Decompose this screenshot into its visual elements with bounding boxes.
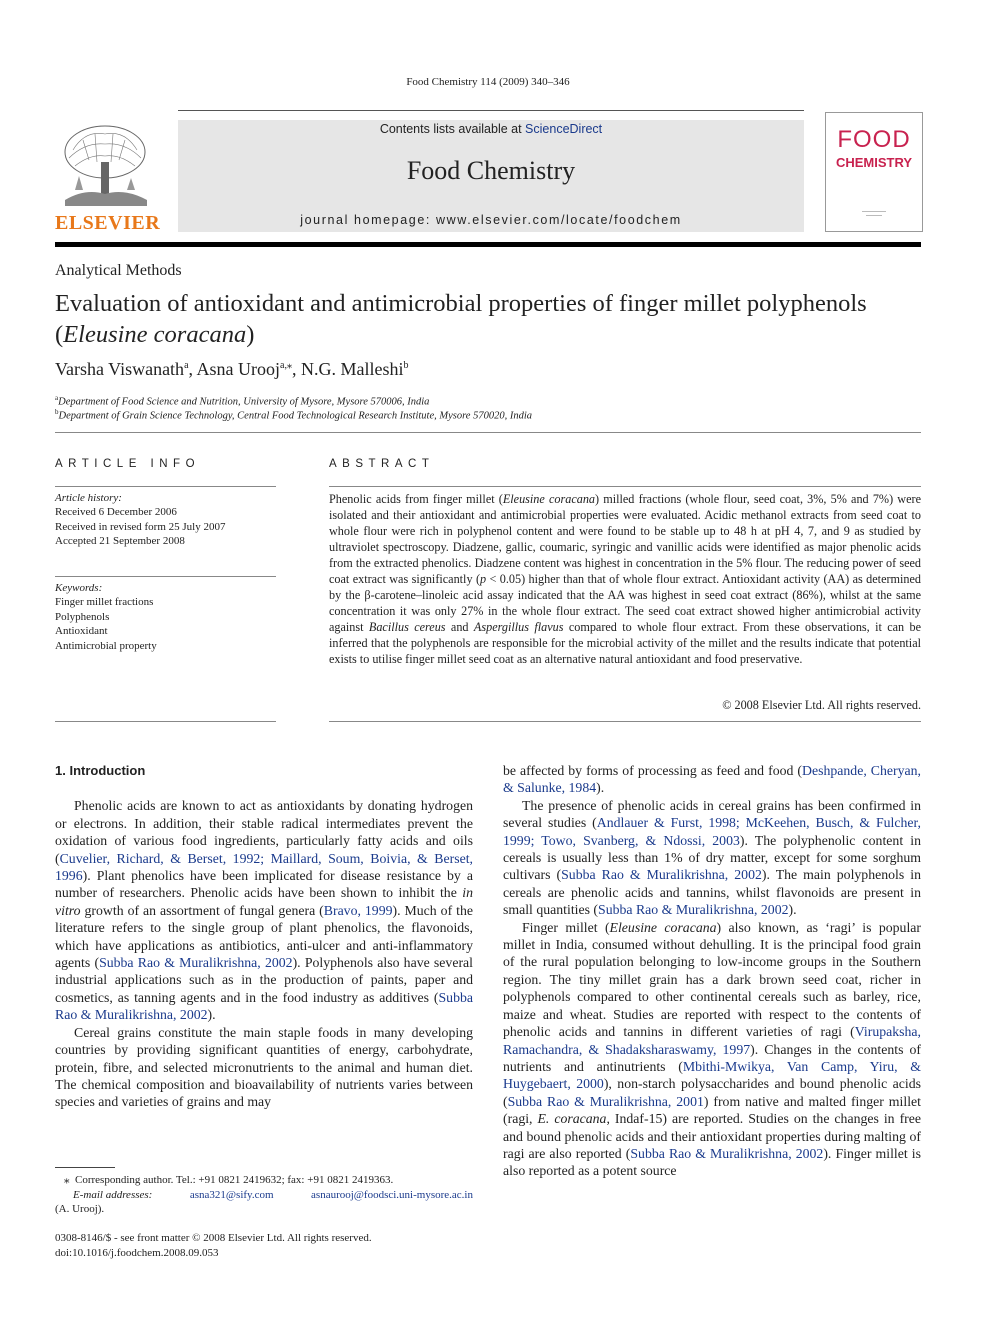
italic-text: in vitro: [55, 885, 473, 918]
author-affil-mark: a: [184, 360, 189, 371]
section-type: Analytical Methods: [55, 262, 182, 279]
email-label: E-mail addresses:: [73, 1188, 153, 1201]
footnote: [55, 1173, 473, 1217]
italic-text: E. coracana: [537, 1111, 607, 1127]
citation-link[interactable]: Deshpande, Cheryan, & Salunke, 1984: [503, 763, 921, 796]
text-segment: ). Polyphenols also have several industrial applications such as in the production of paints, paper and cosmetics, as tanning agents and in the food industry as additives (: [55, 955, 473, 1005]
footnote-text: Corresponding author. Tel.: +91 0821 2419632; fax: +91 0821 2419363.: [75, 1174, 394, 1186]
affiliation-mark: a: [55, 394, 59, 402]
citation-link[interactable]: Virupaksha, Ramachandra, & Shadaksharaswamy, 1997: [503, 1024, 921, 1057]
author-affil-mark: a,⁎: [280, 360, 292, 371]
citation-link[interactable]: Subba Rao & Muralikrishna, 2002: [630, 1145, 824, 1161]
title-species: Eleusine coracana: [63, 321, 247, 348]
history-item: Received in revised form 25 July 2007: [55, 520, 226, 533]
paragraph: Cereal grains constitute the main staple foods in many developing countries by providing significant quantities of energy, carbohydrate, protein, fibre, and selected micronutrients to the animal and human diet. The chemical composition and bioavailability of nutrients varies between species and varieties of grains and may: [55, 1024, 473, 1110]
paragraph: [503, 919, 921, 1180]
text-segment: , Indaf-15) are reported. Studies on the changes in free and bound phenolic acids and their antioxidant properties during malting of ragi are also reported (: [503, 1111, 922, 1161]
front-matter: [55, 1231, 372, 1260]
text-segment: Phenolic acids are known to act as antioxidants by donating hydrogen or electrons. In addition, their stable radical intermediates prevent the oxidation of various food ingredients, particularly fatty acids and oils (: [55, 798, 473, 866]
article-info-rule: [55, 486, 276, 487]
affiliation: [55, 408, 532, 422]
text-segment: ).: [207, 1007, 216, 1023]
keyword: Polyphenols: [55, 610, 110, 623]
keyword: Antioxidant: [55, 625, 108, 638]
homepage-url[interactable]: www.elsevier.com/locate/foodchem: [436, 213, 682, 227]
abstract-italic: Bacillus cereus: [368, 620, 446, 634]
email-link[interactable]: asna321@sify.com: [189, 1188, 274, 1201]
abstract-italic: p: [480, 572, 487, 586]
text-segment: The presence of phenolic acids in cereal grains has been confirmed in several studies (: [503, 797, 921, 831]
history-label: Article history:: [55, 492, 122, 504]
affiliation-text: Department of Grain Science Technology, Central Food Technological Research Institute, Mysore 570020, India: [58, 410, 532, 422]
abstract-segment: Phenolic acids from finger millet (: [329, 492, 503, 506]
journal-cover-thumbnail: [825, 112, 923, 232]
abstract-heading: ABSTRACT: [329, 458, 435, 470]
cover-publisher-mark: [862, 209, 886, 219]
author-list: Varsha Viswanath$^a$, Asna Urooj$^{a,⁎}$, N.G. Malleshi$^b$: [55, 359, 409, 379]
keyword: Finger millet fractions: [55, 596, 154, 609]
footnote-emails: [55, 1188, 473, 1203]
journal-title: Food Chemistry: [406, 156, 576, 185]
text-segment: growth of an assortment of fungal genera (: [80, 902, 324, 918]
elsevier-wordmark: ELSEVIER: [55, 212, 161, 234]
abstract-rule: [329, 486, 921, 487]
doi-line[interactable]: doi:10.1016/j.foodchem.2008.09.053: [55, 1246, 219, 1259]
citation-link[interactable]: Mbithi-Mwikya, Van Camp, Yiru, & Huygebaert, 2000: [503, 1058, 921, 1092]
email-link[interactable]: asnaurooj@foodsci.uni-mysore.ac.in: [311, 1188, 473, 1201]
citation-link[interactable]: Andlauer & Furst, 1998; McKeehen, Busch, & Fulcher, 1999; Towo, Svanberg, & Ndossi, 2003: [503, 815, 921, 848]
text-segment: ). Changes in the contents of nutrients and antinutrients (: [503, 1041, 921, 1074]
author-name[interactable]: Asna Urooj: [196, 359, 281, 379]
citation-link[interactable]: Subba Rao & Muralikrishna, 2002: [55, 989, 473, 1023]
title-text: Evaluation of antioxidant and antimicrobial properties of finger millet polyphenols (: [55, 290, 867, 348]
title-rule: [55, 432, 921, 433]
contents-line: [178, 122, 804, 136]
text-segment: ) also known, as ‘ragi’ is popular millet in India, consumed without dehulling. It is the principal food grain of the rural population belonging to low-income groups in the Southern region. The tiny millet grain has a dark brown seed coat, richer in polyphenols compared to other continental cereals such as barley, rice, maize and wheat. Studies are reported with respect to the contents of phenolic acids and tannins in different varieties of ragi (: [503, 919, 921, 1040]
history-item: Accepted 21 September 2008: [55, 535, 185, 548]
paragraph: [503, 762, 921, 797]
affiliation-mark: b: [55, 408, 59, 416]
keywords-rule: [55, 576, 276, 577]
author-affil-mark: b: [403, 360, 409, 371]
text-segment: ). Plant phenolics have been implicated for disease resistance by a number of researchers. Phenolic acids have been shown to inhibit the: [55, 868, 473, 901]
journal-homepage: [178, 213, 804, 227]
affiliation: [55, 394, 429, 408]
journal-reference: Food Chemistry 114 (2009) 340–346: [406, 76, 570, 88]
text-segment: ). Much of the literature refers to the single group of plant phenolics, the flavonoids, which have applications as antibiotics, anti-ulcer and anti-inflammatory agents (: [55, 902, 473, 971]
abstract-bottom-rule: [329, 721, 921, 722]
issn-line: 0308-8146/$ - see front matter © 2008 Elsevier Ltd. All rights reserved.: [55, 1232, 372, 1244]
abstract-segment: and: [445, 620, 474, 634]
citation-link[interactable]: Subba Rao & Muralikrishna, 2002: [561, 867, 762, 883]
article-title: [55, 288, 921, 350]
italic-text: Eleusine coracana: [609, 919, 717, 935]
sciencedirect-link[interactable]: ScienceDirect: [525, 122, 603, 136]
footnote-corresponding: [55, 1173, 473, 1188]
author-name[interactable]: Varsha Viswanath: [55, 359, 185, 379]
author-name[interactable]: N.G. Malleshi: [300, 359, 404, 379]
text-segment: ). The polyphenolic content in cereals is usually less than 1% of dry matter, except for some sorghum cultivars (: [503, 832, 922, 883]
affiliation-text: Department of Food Science and Nutrition, University of Mysore, Mysore 570006, India: [58, 396, 430, 408]
citation-link[interactable]: Cuvelier, Richard, & Berset, 1992; Maillard, Soum, Boivia, & Berset, 1996: [55, 850, 473, 884]
section-heading: 1. Introduction: [55, 763, 146, 778]
title-close: ): [246, 321, 255, 348]
article-info-bottom-rule: [55, 721, 276, 722]
text-segment: ).: [788, 902, 797, 918]
cover-title-food: FOOD: [837, 126, 911, 153]
homepage-prefix: journal homepage:: [300, 213, 437, 227]
cover-title-chemistry: CHEMISTRY: [835, 155, 913, 170]
footnote-rule: [55, 1167, 115, 1168]
text-segment: ), non-starch polysaccharides and bound phenolic acids (: [503, 1076, 921, 1109]
abstract-italic: Aspergillus flavus: [473, 620, 564, 634]
journal-banner: [178, 120, 804, 232]
keywords: [55, 581, 157, 653]
header-thick-rule: [55, 242, 921, 247]
article-info-heading: ARTICLE INFO: [55, 458, 201, 470]
text-segment: ). The main polyphenols in cereals are phenolic acids and tannins, whilst flavonoids are present in small quantities (: [503, 867, 921, 918]
contents-prefix: Contents lists available at: [379, 122, 526, 136]
email-owner: (A. Urooj).: [55, 1203, 105, 1215]
body-left-column: [55, 762, 473, 1111]
text-segment: be affected by forms of processing as feed and food (: [503, 763, 803, 778]
article-history: [55, 491, 225, 549]
citation-link[interactable]: Subba Rao & Muralikrishna, 2002: [99, 955, 293, 971]
abstract-text: [329, 491, 921, 667]
text-segment: ).: [596, 780, 605, 796]
abstract-copyright: © 2008 Elsevier Ltd. All rights reserved.: [722, 698, 921, 712]
text-segment: Finger millet (: [522, 919, 610, 935]
text-segment: ) from native and malted finger millet (ragi,: [503, 1093, 921, 1127]
abstract-segment: < 0.05) higher than that of whole flour extract. Antioxidant activity (AA) as determined by the β-carotene–linoleic acid assay indicated that the AA was highest in seed coat extract (86%), whilst at the same concentration it was only 27% in the whole flour extract. The seed coat extract showed higher antimicrobial activity against: [329, 572, 921, 634]
text-segment: ). Finger millet is also reported as a potent source: [503, 1145, 921, 1179]
paragraph: [503, 797, 921, 919]
abstract-segment: compared to whole flour extract. From these observations, it can be inferred that the polyphenols are responsible for the microbial activity of the millet and the results indicate that potential exists to utilise finger millet seed coat as an alternative natural antioxidant and food preservative.: [329, 620, 921, 666]
citation-link[interactable]: Subba Rao & Muralikrishna, 2002: [598, 902, 789, 918]
footnote-mark: ⁎: [64, 1174, 70, 1186]
body-right-column: [503, 762, 921, 1180]
abstract-segment: ) milled fractions (whole flour, seed coat, 3%, 5% and 7%) were isolated and their antioxidant and antimicrobial properties were evaluated. Acidic methanol extracts from seed coat to whole flour were rich in polyphenol content and were found to be stable up to 48 h at pH 4, 7, and 9 as studied by ultraviolet spectroscopy. Diadzene, gallic, coumaric, syringic and vanillic acids were identified as major phenolic acids from the extracted phenolics. Diadzene content was highest in concentration in the 5% flour. The reducing power of seed coat extract was significantly (: [329, 492, 921, 586]
citation-link[interactable]: Bravo, 1999: [323, 902, 393, 918]
abstract-italic: Eleusine coracana: [502, 492, 596, 506]
history-item: Received 6 December 2006: [55, 506, 177, 519]
header-rule: [178, 110, 804, 111]
citation-link[interactable]: Subba Rao & Muralikrishna, 2001: [507, 1093, 704, 1109]
keywords-label: Keywords:: [55, 582, 103, 594]
keyword: Antimicrobial property: [55, 639, 157, 652]
paragraph: [55, 797, 473, 1023]
